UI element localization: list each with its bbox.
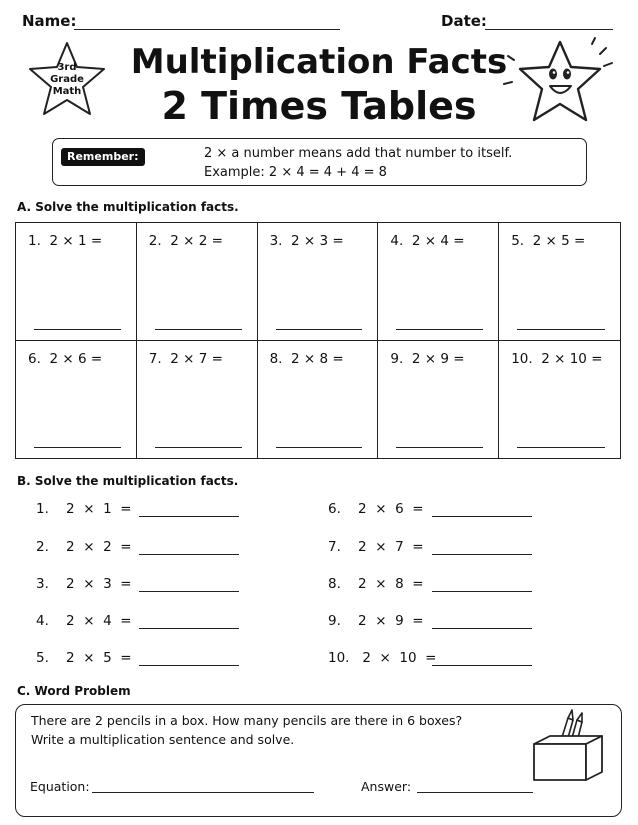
date-field[interactable] [485, 29, 613, 30]
name-field[interactable] [74, 29, 340, 30]
answer-label: Answer: [361, 779, 412, 794]
answer-line[interactable] [396, 447, 483, 448]
b-answer-line[interactable] [139, 665, 239, 666]
problem-text: 10. 2 × 10 = [511, 350, 603, 367]
answer-line[interactable] [396, 329, 483, 330]
grade-badge-line1: 3rd [57, 62, 77, 73]
page-title: Multiplication Facts [130, 42, 508, 82]
answer-field[interactable] [417, 792, 533, 793]
problem-cell [137, 223, 258, 341]
word-problem-line1: There are 2 pencils in a box. How many pencils are there in 6 boxes? [31, 713, 463, 728]
answer-line[interactable] [517, 447, 605, 448]
problem-cell [16, 223, 137, 341]
answer-line[interactable] [276, 329, 363, 330]
word-problem-line2: Write a multiplication sentence and solve. [31, 732, 295, 747]
b-problem-text: 3. 2 × 3 = [36, 576, 132, 592]
section-a-grid [15, 222, 621, 459]
grade-badge-line3: Math [52, 86, 82, 97]
problem-cell [258, 341, 379, 459]
problem-text: 2. 2 × 2 = [148, 233, 223, 249]
word-problem-text [31, 711, 462, 749]
answer-line[interactable] [155, 329, 242, 330]
b-answer-line[interactable] [432, 665, 532, 666]
problem-cell [499, 223, 620, 341]
problem-text: 1. 2 × 1 = [28, 233, 103, 249]
b-answer-line[interactable] [139, 591, 239, 592]
equation-field[interactable] [92, 792, 314, 793]
remember-line2: Example: 2 × 4 = 4 + 4 = 8 [204, 165, 387, 180]
b-problem-text: 2. 2 × 2 = [36, 539, 132, 555]
word-problem-box [15, 704, 622, 817]
name-label: Name: [22, 12, 77, 30]
remember-line1: 2 × a number means add that number to itself. [204, 146, 513, 161]
b-answer-line[interactable] [139, 554, 239, 555]
b-problem-text: 1. 2 × 1 = [36, 501, 132, 517]
problem-text: 4. 2 × 4 = [390, 233, 465, 249]
remember-text [204, 144, 512, 182]
answer-line[interactable] [517, 329, 605, 330]
problem-text: 8. 2 × 8 = [269, 350, 344, 367]
problem-cell [258, 223, 379, 341]
b-answer-line[interactable] [432, 591, 532, 592]
date-label: Date: [441, 12, 487, 30]
b-problem-text: 10. 2 × 10 = [328, 650, 437, 666]
remember-badge: Remember: [61, 148, 145, 166]
answer-line[interactable] [34, 447, 121, 448]
problem-cell [499, 341, 620, 459]
b-answer-line[interactable] [139, 516, 239, 517]
b-answer-line[interactable] [432, 516, 532, 517]
b-answer-line[interactable] [432, 554, 532, 555]
b-problem-text: 5. 2 × 5 = [36, 650, 132, 666]
equation-label: Equation: [30, 779, 90, 794]
b-problem-text: 7. 2 × 7 = [328, 539, 424, 555]
b-problem-text: 8. 2 × 8 = [328, 576, 424, 592]
problem-text: 3. 2 × 3 = [269, 233, 344, 249]
problem-text: 6. 2 × 6 = [28, 350, 103, 367]
pencil-box-icon [528, 708, 610, 788]
answer-line[interactable] [276, 447, 363, 448]
answer-line[interactable] [155, 447, 242, 448]
smiling-star-icon [500, 34, 625, 134]
remember-box [52, 138, 587, 186]
b-problem-text: 9. 2 × 9 = [328, 613, 424, 629]
page-subtitle: 2 Times Tables [161, 84, 477, 128]
b-problem-text: 6. 2 × 6 = [328, 501, 424, 517]
problem-text: 5. 2 × 5 = [511, 233, 586, 249]
problem-cell [137, 341, 258, 459]
section-a-title: A. Solve the multiplication facts. [17, 200, 239, 214]
problem-text: 9. 2 × 9 = [390, 350, 465, 367]
problem-text: 7. 2 × 7 = [148, 350, 223, 367]
problem-cell [378, 223, 499, 341]
grade-badge-line2: Grade [50, 74, 84, 85]
b-answer-line[interactable] [432, 628, 532, 629]
b-answer-line[interactable] [139, 628, 239, 629]
section-b-title: B. Solve the multiplication facts. [17, 474, 239, 488]
section-c-title: C. Word Problem [17, 684, 131, 698]
answer-line[interactable] [34, 329, 121, 330]
problem-cell [16, 341, 137, 459]
problem-cell [378, 341, 499, 459]
b-problem-text: 4. 2 × 4 = [36, 613, 132, 629]
